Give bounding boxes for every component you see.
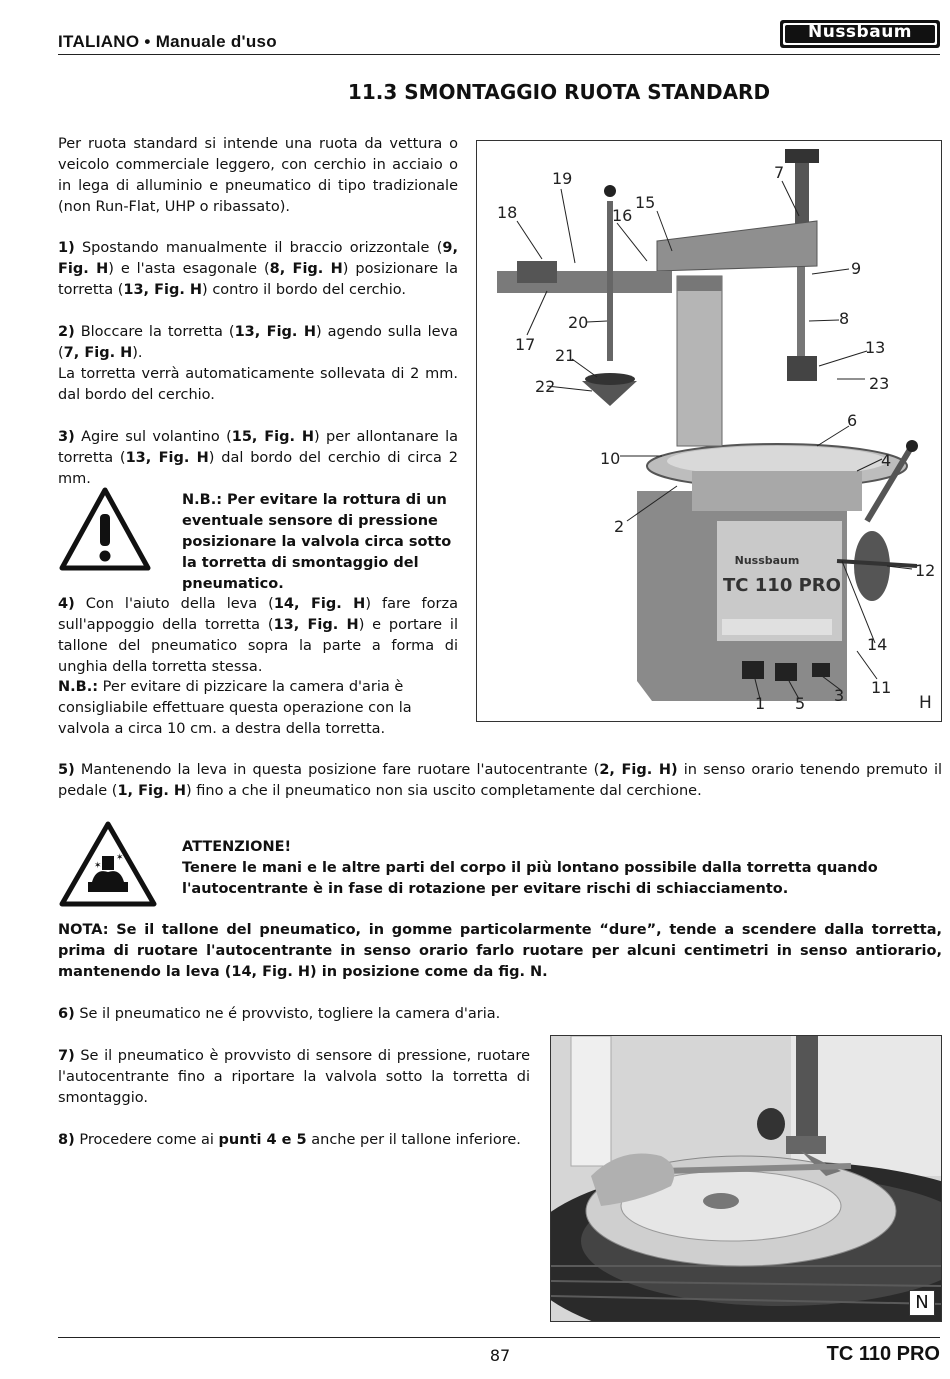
callout-6: 6 [847,411,858,430]
figure-h [476,140,942,722]
ref: 1, Fig. H [117,783,187,799]
callout-15: 15 [635,193,656,212]
tyre-changer-illustration [477,141,941,721]
callout-5: 5 [795,694,806,713]
nb-label: N.B.: [58,679,99,695]
callout-10: 10 [600,449,621,468]
step-8-number: 8) [58,1132,75,1148]
attention-title: ATTENZIONE! [182,839,292,855]
ref: 7, Fig. H [63,345,133,361]
ref: 13, Fig. H [123,282,203,298]
nota-paragraph: NOTA: Se il tallone del pneumatico, in gomme particolarmente “dure”, tende a scendere dalla torretta, prima di ruotare l'autocentrante in senso orario farlo ruotare per alcuni centimetri in senso antiorario, mantenendo la leva (14, Fig. H) in posizione come da fig. N. [58,922,942,980]
ref: punti 4 e 5 [218,1132,307,1148]
nb-pressure-sensor: N.B.: Per evitare la rottura di un eventuale sensore di pressione posizionare la valvola circa sotto la torretta di smontaggio del pneumatico. [182,492,452,592]
step-1-text: ) contro il bordo del cerchio. [202,282,407,298]
step-1-text: Spostando manualmente il braccio orizzontale ( [74,240,443,256]
step-5-number: 5) [58,762,75,778]
footer-model: TC 110 PRO [826,1343,940,1365]
attention-text: Tenere le mani e le altre parti del corpo il più lontano possibile dalla torretta quando l'autocentrante è in fase di rotazione per evitare rischi di schiacciamento. [182,860,878,897]
callout-7: 7 [774,163,785,182]
svg-text:✶: ✶ [94,861,102,871]
intro-paragraph: Per ruota standard si intende una ruota da vettura o veicolo commerciale leggero, con cerchio in acciaio o in lega di alluminio e pneumatico di tipo tradizionale (non Run-Flat, UHP o ribassato). [58,136,458,215]
callout-23: 23 [869,374,890,393]
figure-n-label: N [909,1290,935,1316]
section-title: 11.3 SMONTAGGIO RUOTA STANDARD [347,80,771,104]
step-8 [58,1130,530,1151]
callout-21: 21 [555,346,576,365]
callout-16: 16 [612,206,633,225]
header-section-label: ITALIANO • Manuale d'uso [58,32,277,51]
tyre-removal-photo [551,1036,941,1321]
step-2-text: ) agendo sulla leva ( [58,324,458,361]
callout-22: 22 [535,377,556,396]
callout-8: 8 [839,309,850,328]
step-6 [58,1004,942,1025]
ref: 13, Fig. H [234,324,316,340]
callout-11: 11 [871,678,892,697]
callout-17: 17 [515,335,536,354]
svg-text:✶: ✶ [116,853,124,863]
step-2-note: La torretta verrà automaticamente sollevata di 2 mm. dal bordo del cerchio. [58,366,458,403]
step-2-number: 2) [58,324,75,340]
step-5-text: in senso orario tenendo premuto il pedale ( [58,762,943,799]
cabinet-brand: Nussbaum [734,554,800,567]
callout-1: 1 [755,694,766,713]
page-number: 87 [489,1346,511,1365]
callout-4: 4 [881,451,892,470]
step-4 [58,594,458,678]
step-5 [58,760,942,802]
step-3-text: ) per allontanare la torretta ( [58,429,458,466]
step-7-number: 7) [58,1048,75,1064]
ref: 9, Fig. H [58,240,458,277]
step-3 [58,427,458,490]
callout-14: 14 [867,635,888,654]
callout-9: 9 [851,259,862,278]
ref: 13, Fig. H [273,617,359,633]
crush-hazard-icon [58,820,158,908]
callout-13: 13 [865,338,886,357]
step-1-number: 1) [58,240,75,256]
ref: 2, Fig. H) [599,762,678,778]
callout-12: 12 [915,561,936,580]
figure-n [550,1035,942,1322]
step-6-text: Se il pneumatico ne é provvisto, togliere la camera d'aria. [74,1006,501,1022]
ref: 13, Fig. H [125,450,209,466]
step-6-number: 6) [58,1006,75,1022]
logo-text: Nussbaum [807,22,913,42]
step-8-text: anche per il tallone inferiore. [306,1132,521,1148]
step-4-text: Con l'aiuto della leva ( [74,596,274,612]
step-4-text: ) fare forza sull'appoggio della torretta ( [58,596,458,633]
step-1-text: ) posizionare la torretta ( [58,261,458,298]
figure-h-label: H [919,693,932,713]
step-1 [58,238,458,301]
footer-rule [58,1337,940,1338]
step-3-text: Agire sul volantino ( [74,429,232,445]
warning-exclamation-icon [58,486,152,572]
ref: 14, Fig. H [273,596,366,612]
nb-text: Per evitare di pizzicare la camera d'aria è consigliabile effettuare questa operazione con la valvola a circa 10 cm. a destra della torretta. [58,679,412,737]
step-3-number: 3) [58,429,75,445]
step-3-text: ) dal bordo del cerchio di circa 2 mm. [58,450,458,487]
step-4-number: 4) [58,596,75,612]
callout-19: 19 [552,169,573,188]
step-2 [58,322,458,406]
step-4-text: ) e portare il tallone del pneumatico sopra la parte a forma di unghia della torretta stessa. [58,617,458,675]
step-8-text: Procedere come ai [74,1132,219,1148]
callout-18: 18 [497,203,518,222]
step-5-text: ) fino a che il pneumatico non sia uscito completamente dal cerchione. [186,783,702,799]
step-2-text: ). [132,345,143,361]
callout-2: 2 [614,517,625,536]
callout-20: 20 [568,313,589,332]
step-7 [58,1046,530,1109]
step-7-text: Se il pneumatico è provvisto di sensore di pressione, ruotare l'autocentrante fino a riportare la valvola sotto la torretta di smontaggio. [58,1048,530,1106]
header-rule [58,54,940,55]
step-2-text: Bloccare la torretta ( [74,324,235,340]
nb-inner-tube [58,677,458,740]
ref: 8, Fig. H [269,261,343,277]
callout-3: 3 [834,686,845,705]
step-1-text: ) e l'asta esagonale ( [108,261,270,277]
ref: 15, Fig. H [231,429,314,445]
cabinet-model: TC 110 PRO [723,575,841,596]
step-5-text: Mantenendo la leva in questa posizione fare ruotare l'autocentrante ( [74,762,600,778]
